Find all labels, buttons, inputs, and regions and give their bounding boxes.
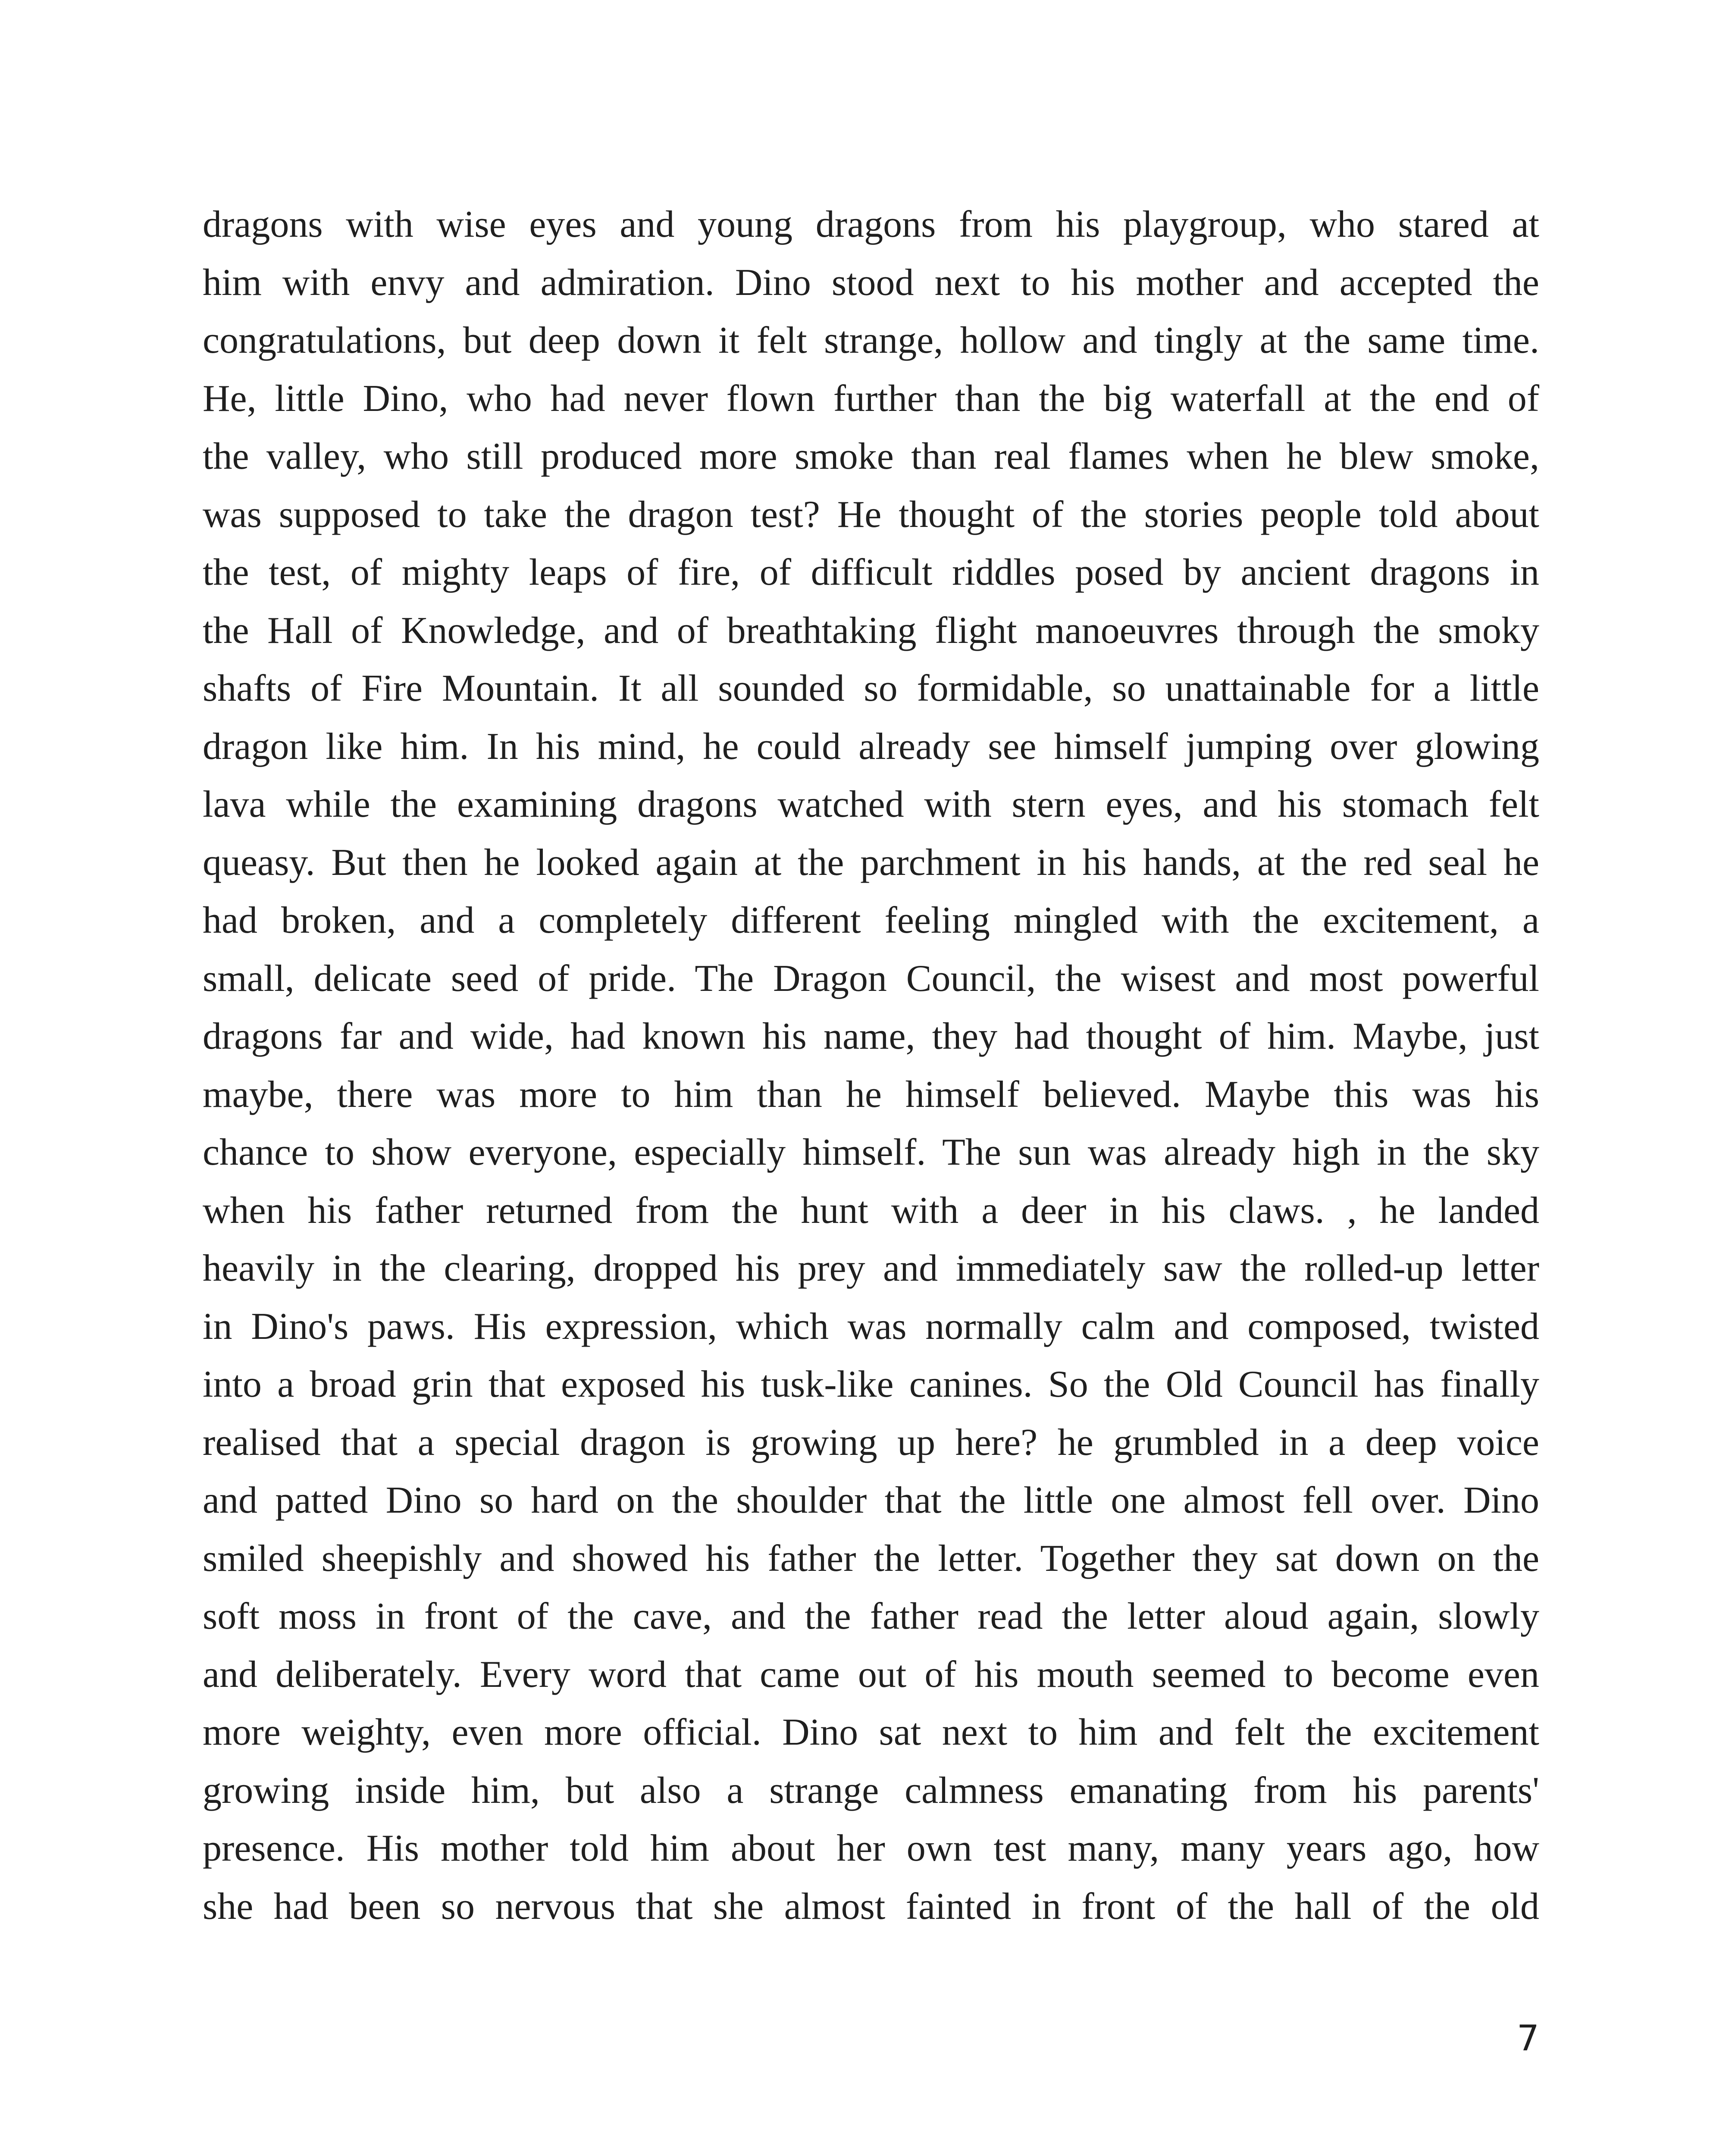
text-line: soft moss in front of the cave, and the father read the letter aloud again, slowly: [203, 1595, 1539, 1637]
text-line: the test, of mighty leaps of fire, of difficult riddles posed by ancient dragons in: [203, 552, 1539, 593]
text-line: queasy. But then he looked again at the parchment in his hands, at the red seal he: [203, 841, 1539, 884]
text-line: smiled sheepishly and showed his father the letter. Together they sat down on the: [203, 1537, 1539, 1579]
text-line: dragon like him. In his mind, he could already see himself jumping over glowing: [203, 725, 1539, 768]
text-line: congratulations, but deep down it felt strange, hollow and tingly at the same time.: [203, 320, 1539, 361]
text-line: was supposed to take the dragon test? He thought of the stories people told about: [203, 493, 1539, 536]
text-line: maybe, there was more to him than he himself believed. Maybe this was his: [203, 1073, 1539, 1116]
body-text: [203, 196, 1539, 1936]
text-line: shafts of Fire Mountain. It all sounded so formidable, so unattainable for a little: [203, 667, 1539, 709]
text-line: heavily in the clearing, dropped his prey and immediately saw the rolled-up letter: [203, 1247, 1539, 1289]
text-line: the valley, who still produced more smoke than real flames when he blew smoke,: [203, 436, 1539, 477]
text-line: had broken, and a completely different feeling mingled with the excitement, a: [203, 899, 1539, 941]
text-line: He, little Dino, who had never flown further than the big waterfall at the end of: [203, 377, 1539, 420]
text-line: him with envy and admiration. Dino stood next to his mother and accepted the: [203, 261, 1539, 304]
text-line: dragons far and wide, had known his name, they had thought of him. Maybe, just: [203, 1015, 1539, 1057]
text-line: and patted Dino so hard on the shoulder that the little one almost fell over. Dino: [203, 1479, 1539, 1521]
text-line: into a broad grin that exposed his tusk-like canines. So the Old Council has finally: [203, 1363, 1539, 1405]
text-line: lava while the examining dragons watched with stern eyes, and his stomach felt: [203, 783, 1539, 825]
text-line: in Dino's paws. His expression, which was normally calm and composed, twisted: [203, 1305, 1539, 1348]
text-line: more weighty, even more official. Dino sat next to him and felt the excitement: [203, 1711, 1539, 1753]
text-line: growing inside him, but also a strange calmness emanating from his parents': [203, 1769, 1539, 1811]
text-line: the Hall of Knowledge, and of breathtaking flight manoeuvres through the smoky: [203, 609, 1539, 652]
text-line: when his father returned from the hunt with a deer in his claws. , he landed: [203, 1189, 1539, 1232]
text-line: chance to show everyone, especially himself. The sun was already high in the sky: [203, 1131, 1539, 1173]
page-number: 7: [1516, 2018, 1539, 2059]
text-line: she had been so nervous that she almost fainted in front of the hall of the old: [203, 1885, 1539, 1927]
text-line: presence. His mother told him about her own test many, many years ago, how: [203, 1827, 1539, 1869]
text-line: realised that a special dragon is growing up here? he grumbled in a deep voice: [203, 1421, 1539, 1463]
text-line: small, delicate seed of pride. The Dragon Council, the wisest and most powerful: [203, 957, 1539, 1000]
text-line: dragons with wise eyes and young dragons from his playgroup, who stared at: [203, 204, 1539, 245]
text-line: and deliberately. Every word that came out of his mouth seemed to become even: [203, 1653, 1539, 1695]
